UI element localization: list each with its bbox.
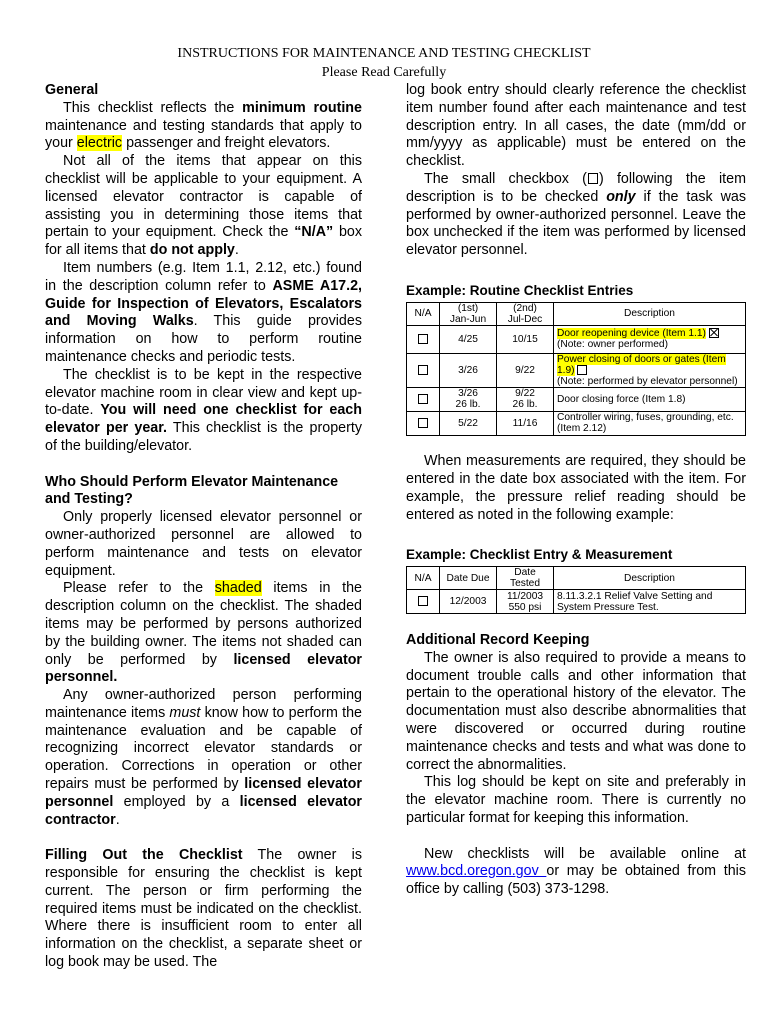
highlighted-text: electric xyxy=(76,135,123,152)
filling-heading: Filling Out the Checklist xyxy=(45,847,243,864)
na-checkbox-icon xyxy=(418,418,428,428)
right-paragraph-3: When measurements are required, they should be entered in the date box associated with the item. For example, the pressure relief reading should be entered as noted in the following example: xyxy=(406,453,746,523)
right-paragraph-2: The small checkbox ( ) following the item description is to be checked only if the task was performed by owner-authorized personnel. Leave the box unchecked if the item was performed by licensed elevator personnel. xyxy=(406,170,746,259)
table-header-row: N/A Date Due Date Tested Description xyxy=(407,567,746,590)
table-header-row: N/A (1st) Jan-Jun (2nd) Jul-Dec Description xyxy=(407,302,746,325)
table-row: 3/26 9/22 Power closing of doors or gates (Item 1.9) (Note: performed by elevator personnel) xyxy=(407,353,746,387)
table-row: 12/2003 11/2003 550 psi 8.11.3.2.1 Relief Valve Setting and System Pressure Test. xyxy=(407,590,746,614)
general-paragraph-1: This checklist reflects the minimum routine maintenance and testing standards that apply to your electric passenger and freight elevators. xyxy=(45,99,362,152)
filling-paragraph: Filling Out the Checklist The owner is responsible for ensuring the checklist is kept current. The person or firm performing the required items must be indicated on the checklist. Where there is insufficient room to enter all information on the checklist, a separate sheet or log book may be used. The xyxy=(45,847,362,971)
measurement-entry-table xyxy=(406,566,746,614)
table-row: 4/25 10/15 Door reopening device (Item 1.1) (Note: owner performed) xyxy=(407,325,746,353)
who-paragraph-1: Only properly licensed elevator personnel or owner-authorized personnel are allowed to perform maintenance and tests on elevator equipment. xyxy=(45,509,362,579)
general-paragraph-4: The checklist is to be kept in the respective elevator machine room in clear view and kept up-to-date. You will need one checklist for each elevator per year. This checklist is the property of the building/elevator. xyxy=(45,366,362,454)
example-2-title: Example: Checklist Entry & Measurement xyxy=(406,547,673,563)
table-row: 5/22 11/16 Controller wiring, fuses, grounding, etc. (Item 2.12) xyxy=(407,411,746,435)
checked-box-icon xyxy=(709,328,719,338)
left-column xyxy=(45,82,362,972)
additional-heading: Additional Record Keeping xyxy=(406,631,590,648)
general-heading: General xyxy=(45,82,99,98)
general-paragraph-3: Item numbers (e.g. Item 1.1, 2.12, etc.) found in the description column refer to ASME A17.2, Guide for Inspection of Elevators, Escalators and Moving Walks. This guide provides information on how to perform routine maintenance checks and periodic tests. xyxy=(45,259,362,365)
na-checkbox-icon xyxy=(418,596,428,606)
document-header xyxy=(0,44,768,82)
right-column xyxy=(406,82,746,899)
general-paragraph-2: Not all of the items that appear on this checklist will be applicable to your equipment. A licensed elevator contractor is capable of assisting you in determining those items that pertain to your equipment. Check the “N/A” box for all items that do not apply. xyxy=(45,153,362,259)
document-title: INSTRUCTIONS FOR MAINTENANCE AND TESTING CHECKLIST xyxy=(177,46,591,61)
na-checkbox-icon xyxy=(418,394,428,404)
right-paragraph-6: New checklists will be available online at www.bcd.oregon.gov or may be obtained from this office by calling (503) 373-1298. xyxy=(406,845,746,898)
right-paragraph-1: log book entry should clearly reference the checklist item number found after each maintenance and test description entry. In all cases, the date (mm/dd or mm/yyyy as applicable) must be entered on the checklist. xyxy=(406,82,746,170)
table-row: 3/26 26 lb. 9/22 26 lb. Door closing force (Item 1.8) xyxy=(407,387,746,411)
routine-entries-table xyxy=(406,302,746,436)
who-paragraph-2: Please refer to the shaded items in the description column on the checklist. The shaded items may be performed by persons authorized by the building owner. The items not shaded can only be performed by licensed elevator personnel. xyxy=(45,580,362,686)
who-heading: Who Should Perform Elevator Maintenance and Testing? xyxy=(45,473,339,508)
document-subtitle: Please Read Carefully xyxy=(321,65,447,80)
na-checkbox-icon xyxy=(418,365,428,375)
example-1-title: Example: Routine Checklist Entries xyxy=(406,282,634,298)
right-paragraph-4: The owner is also required to provide a means to document trouble calls and other information that pertain to the operational history of the elevator. The documentation must also describe abnormalities that were discovered or occurred during routine maintenance checks and tests and what was done to correct the abnormalities. xyxy=(406,649,746,773)
right-paragraph-5: This log should be kept on site and preferably in the elevator machine room. There is currently no particular format for keeping this information. xyxy=(406,774,746,826)
checkbox-icon xyxy=(577,365,587,375)
na-checkbox-icon xyxy=(418,334,428,344)
checkbox-icon xyxy=(588,173,598,184)
who-paragraph-3: Any owner-authorized person performing maintenance items must know how to perform the maintenance evaluation and be capable of recognizing incorrect elevator standards or operation. Corrections in operation or other repairs must be performed by licensed elevator personnel employed by a licensed elevator contractor. xyxy=(45,687,362,828)
highlighted-text: shaded xyxy=(214,580,262,597)
website-link[interactable]: www.bcd.oregon.gov xyxy=(406,863,547,880)
